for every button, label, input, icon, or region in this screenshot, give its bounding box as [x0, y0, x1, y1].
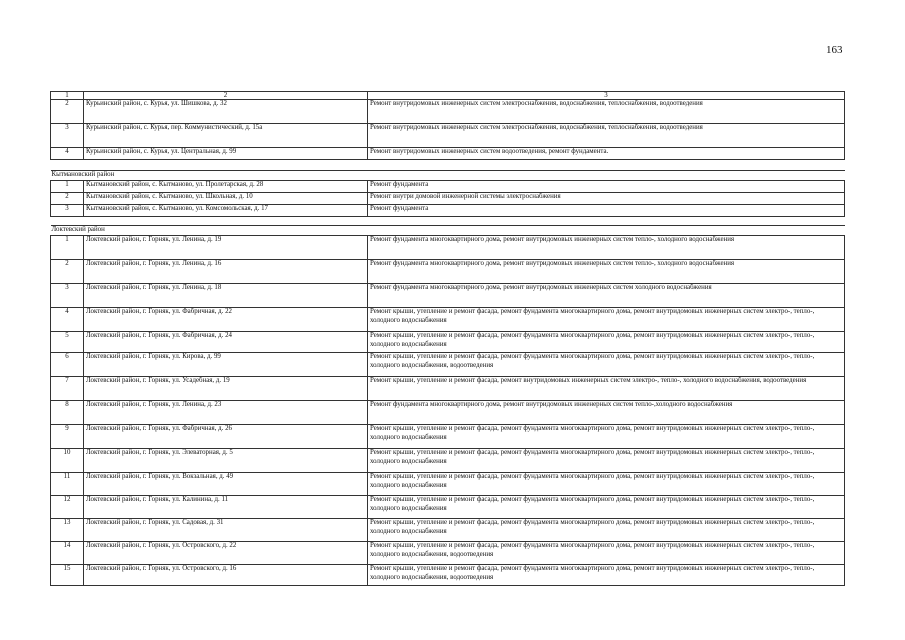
address-cell: Локтевский район, г. Горняк, ул. Садовая, д. 31	[84, 519, 368, 542]
work-description-cell: Ремонт фундамента	[368, 205, 845, 217]
address-cell: Локтевский район, г. Горняк, ул. Фабричная, д. 24	[84, 332, 368, 353]
column-number-3: 3	[368, 92, 845, 100]
work-description-cell: Ремонт крыши, утепление и ремонт фасада, ремонт фундамента многоквартирного дома, ремонт внутридомовых инженерных систем электро-, тепло-, холодного водоснабжения	[368, 473, 845, 496]
address-cell: Локтевский район, г. Горняк, ул. Островского, д. 22	[84, 542, 368, 565]
work-description-cell: Ремонт крыши, утепление и ремонт фасада, ремонт фундамента многоквартирного дома, ремонт внутридомовых инженерных систем электро-, тепло-, холодного водоснабжения	[368, 308, 845, 332]
address-cell: Курьинский район, с. Курья, ул. Центральная, д. 99	[84, 148, 368, 160]
row-number: 13	[51, 519, 84, 542]
section-spacer	[51, 160, 845, 171]
row-number: 5	[51, 332, 84, 353]
work-description-cell: Ремонт фундамента многоквартирного дома, ремонт внутридомовых инженерных систем тепло-, холодного водоснабжения	[368, 236, 845, 260]
section-spacer-cell	[51, 217, 845, 226]
row-number: 2	[51, 260, 84, 284]
table-row	[51, 100, 845, 124]
address-cell: Курьинский район, с. Курья, ул. Шишкова, д. 32	[84, 100, 368, 124]
table-row	[51, 193, 845, 205]
row-number: 10	[51, 449, 84, 473]
address-cell: Локтевский район, г. Горняк, ул. Фабричная, д. 22	[84, 308, 368, 332]
table-row	[51, 401, 845, 425]
work-description-cell: Ремонт внутридомовых инженерных систем электроснабжения, водоснабжения, теплоснабжения, водоотведения	[368, 124, 845, 148]
work-description-cell: Ремонт крыши, утепление и ремонт фасада, ремонт фундамента многоквартирного дома, ремонт внутридомовых инженерных систем электро-, тепло-, холодного водоснабжения, водоотведения	[368, 565, 845, 586]
work-description-cell: Ремонт крыши, утепление и ремонт фасада, ремонт фундамента многоквартирного дома, ремонт внутридомовых инженерных систем электро-, тепло-, холодного водоснабжения	[368, 332, 845, 353]
address-cell: Локтевский район, г. Горняк, ул. Элеваторная, д. 5	[84, 449, 368, 473]
page-number: 163	[826, 44, 843, 56]
work-description-cell: Ремонт фундамента	[368, 181, 845, 193]
row-number: 15	[51, 565, 84, 586]
row-number: 14	[51, 542, 84, 565]
work-table	[50, 91, 845, 586]
section-spacer-cell	[51, 160, 845, 171]
work-description-cell: Ремонт крыши, утепление и ремонт фасада, ремонт фундамента многоквартирного дома, ремонт внутридомовых инженерных систем электро-, тепло-, холодного водоснабжения, водоотведения	[368, 353, 845, 377]
table-row	[51, 284, 845, 308]
row-number: 3	[51, 284, 84, 308]
address-cell: Локтевский район, г. Горняк, ул. Ленина, д. 16	[84, 260, 368, 284]
work-description-cell: Ремонт крыши, утепление и ремонт фасада, ремонт фундамента многоквартирного дома, ремонт внутридомовых инженерных систем электро-, тепло-, холодного водоснабжения	[368, 519, 845, 542]
work-description-cell: Ремонт фундамента многоквартирного дома, ремонт внутридомовых инженерных систем тепло-,холодного водоснабжения	[368, 401, 845, 425]
work-description-cell: Ремонт крыши, утепление и ремонт фасада, ремонт фундамента многоквартирного дома, ремонт внутридомовых инженерных систем электро-, тепло-, холодного водоснабжения	[368, 425, 845, 449]
table-row	[51, 496, 845, 519]
table-row	[51, 236, 845, 260]
address-cell: Локтевский район, г. Горняк, ул. Ленина, д. 18	[84, 284, 368, 308]
table-row	[51, 565, 845, 586]
work-description-cell: Ремонт крыши, утепление и ремонт фасада, ремонт фундамента многоквартирного дома, ремонт внутридомовых инженерных систем электро-, тепло-, холодного водоснабжения	[368, 449, 845, 473]
address-cell: Локтевский район, г. Горняк, ул. Ленина, д. 19	[84, 236, 368, 260]
row-number: 2	[51, 100, 84, 124]
row-number: 3	[51, 205, 84, 217]
work-description-cell: Ремонт внутридомовых инженерных систем электроснабжения, водоснабжения, теплоснабжения, водоотведения	[368, 100, 845, 124]
table-row	[51, 308, 845, 332]
address-cell: Локтевский район, г. Горняк, ул. Ленина, д. 23	[84, 401, 368, 425]
work-description-cell: Ремонт фундамента многоквартирного дома, ремонт внутридомовых инженерных систем тепло-, холодного водоснабжения	[368, 260, 845, 284]
table-row	[51, 148, 845, 160]
row-number: 4	[51, 308, 84, 332]
table-row	[51, 332, 845, 353]
row-number: 1	[51, 236, 84, 260]
district-header-row	[51, 171, 845, 181]
table-row	[51, 181, 845, 193]
table-row	[51, 124, 845, 148]
table-row	[51, 260, 845, 284]
row-number: 11	[51, 473, 84, 496]
row-number: 3	[51, 124, 84, 148]
address-cell: Кытмановский район, с. Кытманово, ул. Комсомольская, д. 17	[84, 205, 368, 217]
row-number: 1	[51, 181, 84, 193]
column-number-row	[51, 92, 845, 100]
address-cell: Локтевский район, г. Горняк, ул. Усадебная, д. 19	[84, 377, 368, 401]
work-description-cell: Ремонт внутридомовых инженерных систем водоотведения, ремонт фундамента.	[368, 148, 845, 160]
table-row	[51, 519, 845, 542]
work-description-cell: Ремонт крыши, утепление и ремонт фасада, ремонт фундамента многоквартирного дома, ремонт внутридомовых инженерных систем электро-, тепло-, холодного водоснабжения	[368, 496, 845, 519]
address-cell: Кытмановский район, с. Кытманово, ул. Пролетарская, д. 28	[84, 181, 368, 193]
work-table-body	[51, 92, 845, 586]
table-row	[51, 205, 845, 217]
work-description-cell: Ремонт крыши, утепление и ремонт фасада, ремонт фундамента многоквартирного дома, ремонт внутридомовых инженерных систем электро-, тепло-, холодного водоснабжения, водоотведения	[368, 542, 845, 565]
address-cell: Локтевский район, г. Горняк, ул. Фабричная, д. 26	[84, 425, 368, 449]
district-title: Локтевский район	[51, 226, 845, 236]
row-number: 8	[51, 401, 84, 425]
table-row	[51, 542, 845, 565]
row-number: 4	[51, 148, 84, 160]
district-header-row	[51, 226, 845, 236]
work-description-cell: Ремонт фундамента многоквартирного дома, ремонт внутридомовых инженерных систем холодного водоснабжения	[368, 284, 845, 308]
table-row	[51, 449, 845, 473]
row-number: 12	[51, 496, 84, 519]
address-cell: Локтевский район, г. Горняк, ул. Кирова, д. 99	[84, 353, 368, 377]
row-number: 7	[51, 377, 84, 401]
work-description-cell: Ремонт внутри домовой инженерной системы электроснабжения	[368, 193, 845, 205]
row-number: 6	[51, 353, 84, 377]
table-row	[51, 377, 845, 401]
column-number-2: 2	[84, 92, 368, 100]
address-cell: Локтевский район, г. Горняк, ул. Островского, д. 16	[84, 565, 368, 586]
district-title: Кытмановский район	[51, 171, 845, 181]
address-cell: Локтевский район, г. Горняк, ул. Калинина, д. 11	[84, 496, 368, 519]
table-row	[51, 425, 845, 449]
row-number: 2	[51, 193, 84, 205]
address-cell: Локтевский район, г. Горняк, ул. Вокзальная, д. 49	[84, 473, 368, 496]
address-cell: Кытмановский район, с. Кытманово, ул. Школьная, д. 10	[84, 193, 368, 205]
address-cell: Курьинский район, с. Курья, пер. Коммунистический, д. 15а	[84, 124, 368, 148]
column-number-1: 1	[51, 92, 84, 100]
table-row	[51, 353, 845, 377]
row-number: 9	[51, 425, 84, 449]
table-row	[51, 473, 845, 496]
section-spacer	[51, 217, 845, 226]
work-description-cell: Ремонт крыши, утепление и ремонт фасада, ремонт внутридомовых инженерных систем электро-, тепло-, холодного водоснабжения, водоотведения	[368, 377, 845, 401]
